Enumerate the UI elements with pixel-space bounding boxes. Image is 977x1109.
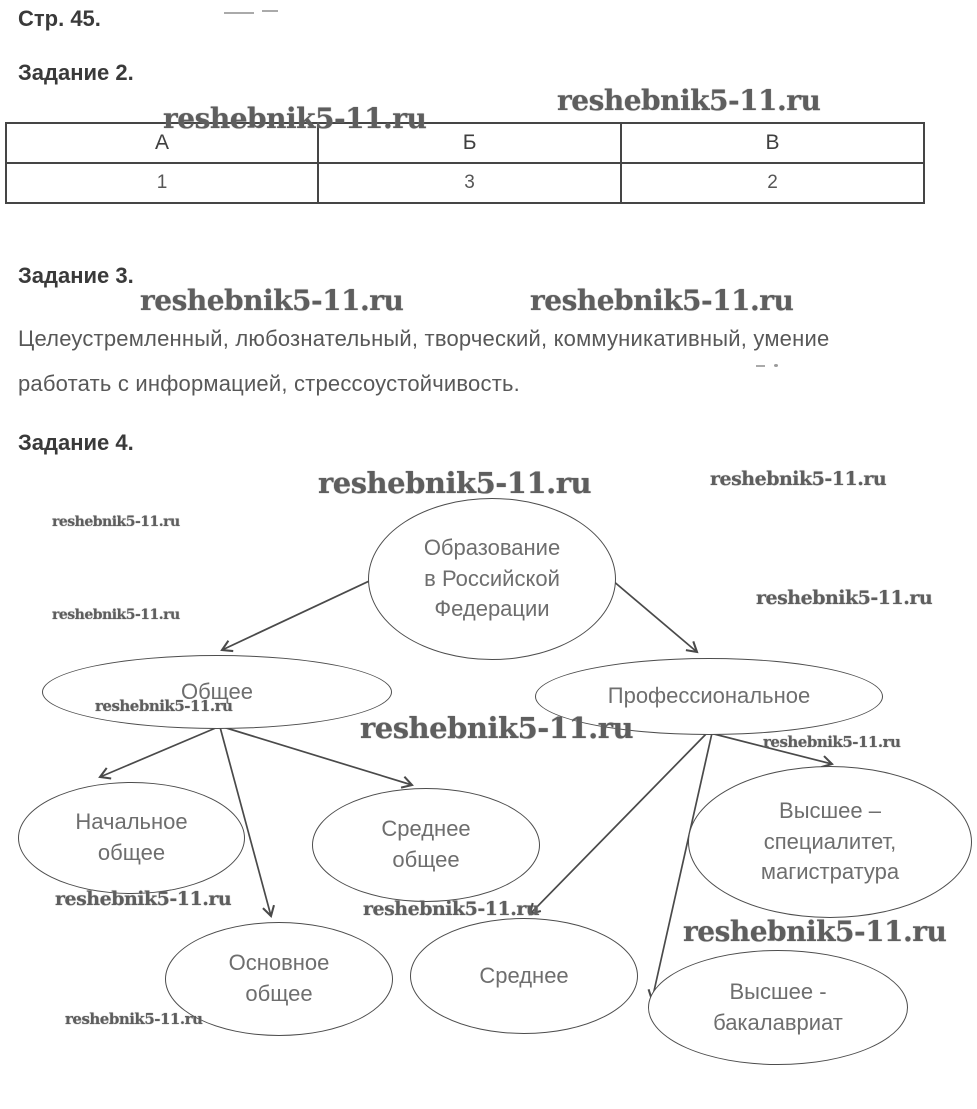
arrow-professional-to-secondary — [530, 733, 707, 914]
watermark-text: reshebnik5-11.ru — [683, 915, 947, 948]
table-value-b: 3 — [318, 163, 621, 203]
watermark-text: reshebnik5-11.ru — [530, 284, 794, 317]
watermark-text: reshebnik5-11.ru — [52, 607, 180, 623]
node-higher-specialist-label: Высшее – специалитет, магистратура — [760, 797, 900, 885]
watermark-text: reshebnik5-11.ru — [65, 1010, 203, 1028]
task3-heading: Задание 3. — [18, 263, 134, 288]
table-header-v: В — [621, 123, 924, 163]
node-education-rf — [368, 498, 616, 660]
watermark-text: reshebnik5-11.ru — [95, 697, 233, 715]
watermark-text: reshebnik5-11.ru — [163, 102, 427, 135]
watermark-text: reshebnik5-11.ru — [557, 84, 821, 117]
watermark-text: reshebnik5-11.ru — [756, 587, 933, 609]
watermark-text: reshebnik5-11.ru — [363, 898, 540, 920]
node-professional-label: Профессиональное — [607, 683, 811, 709]
watermark-text: reshebnik5-11.ru — [360, 711, 634, 745]
table-value-v: 2 — [621, 163, 924, 203]
arrow-general-to-primary — [100, 727, 218, 777]
node-higher-specialist — [688, 766, 972, 918]
task3-answer-line2: работать с информацией, стрессоустойчивость. — [18, 371, 520, 396]
table-header-b: Б — [318, 123, 621, 163]
arrow-root-to-general — [222, 575, 382, 650]
node-primary-general — [18, 782, 245, 894]
page-title: Стр. 45. — [18, 6, 101, 31]
node-higher-bachelor-label: Высшее - бакалавриат — [713, 978, 843, 1035]
task3-answer-line1: Целеустремленный, любознательный, творческий, коммуникативный, умение — [18, 326, 830, 351]
node-primary-general-label: Начальное общее — [75, 809, 188, 865]
node-higher-bachelor — [648, 950, 908, 1065]
task4-heading: Задание 4. — [18, 430, 134, 455]
watermark-text: reshebnik5-11.ru — [55, 888, 232, 910]
node-secondary-general — [312, 788, 540, 902]
watermark-text: reshebnik5-11.ru — [318, 466, 592, 500]
table-header-a: А — [6, 123, 318, 163]
watermark-text: reshebnik5-11.ru — [140, 284, 404, 317]
watermark-text: reshebnik5-11.ru — [52, 514, 180, 530]
node-general — [42, 655, 392, 729]
watermark-text: reshebnik5-11.ru — [710, 468, 887, 490]
table-value-a: 1 — [6, 163, 318, 203]
node-general-label: Общее — [180, 678, 254, 704]
node-secondary-professional — [410, 918, 638, 1034]
node-secondary-professional-label: Среднее — [479, 962, 569, 988]
node-education-rf-label: Образование в Российской Федерации — [423, 534, 561, 622]
arrow-root-to-professional — [612, 580, 697, 652]
node-basic-general-label: Основное общее — [228, 950, 330, 1006]
watermark-text: reshebnik5-11.ru — [763, 733, 901, 751]
node-secondary-general-label: Среднее общее — [381, 816, 471, 872]
task2-heading: Задание 2. — [18, 60, 134, 85]
